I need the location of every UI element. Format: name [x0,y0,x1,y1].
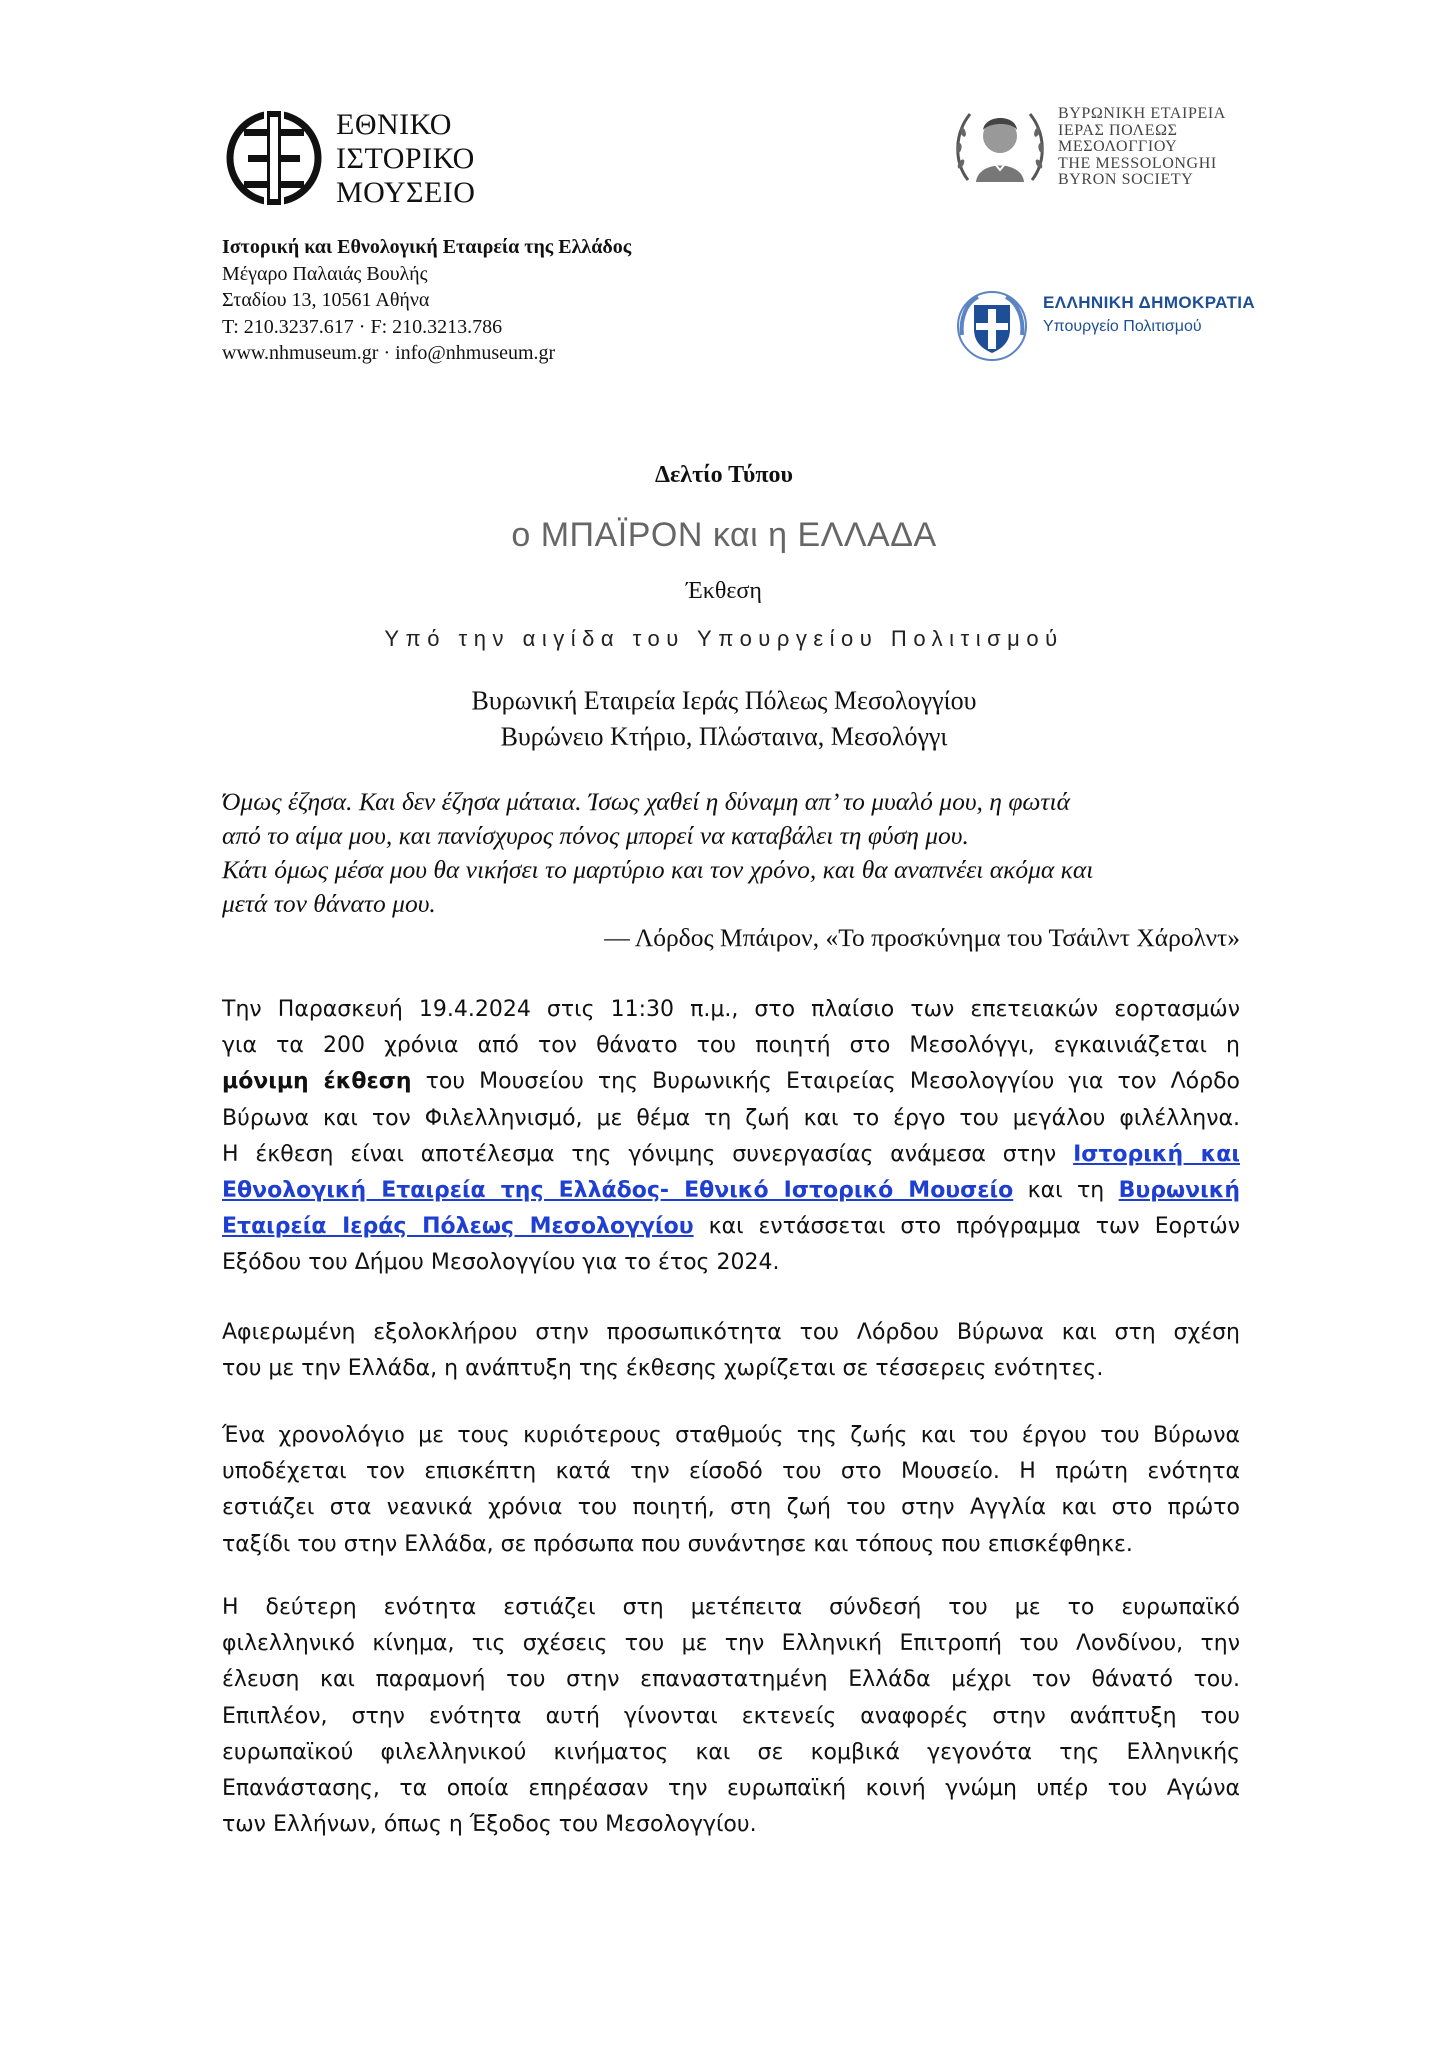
paragraph-line [222,1064,1240,1100]
greek-coat-of-arms-icon [954,289,1030,363]
press-release-heading: Δελτίο Τύπου [655,462,793,488]
republic-label: ΕΛΛΗΝΙΚΗ ΔΗΜΟΚΡΑΤΙΑ [1043,293,1256,312]
paragraph-sections [222,1315,1240,1387]
quote-attribution: ― Λόρδος Μπάιρον, «Το προσκύνημα του Τσάιλντ Χάρολντ» [604,923,1240,952]
byron-society-line: BYRON SOCIETY [1058,171,1194,189]
byron-society-line: ΒΥΡΩΝΙΚΗ ΕΤΑΙΡΕΙΑ [1058,105,1226,122]
paragraph-line [222,1209,1240,1245]
exhibition-title: ο ΜΠΑΪΡΟΝ και η ΕΛΛΑΔΑ [511,516,937,554]
paragraph-text: του Μουσείου της Βυρωνικής Εταιρείας Μεσολογγίου για τον Λόρδο [411,1069,1240,1095]
paragraph-line [222,1137,1240,1173]
quote-line: από το αίμα μου, και πανίσχυρος πόνος μπορεί να καταβάλει τη φύση μου. [222,821,969,850]
quote-line: Κάτι όμως μέσα μου θα νικήσει το μαρτύριο και τον χρόνο, και θα αναπνέει ακόμα και [222,855,1094,884]
museum-name-line: ΙΣΤΟΡΙΚΟ [336,142,475,175]
link-historical-ethnological-society-cont[interactable]: Εθνολογική Εταιρεία της Ελλάδος- Εθνικό Ιστορικό Μουσείο [222,1178,1014,1204]
paragraph-line: εστιάζει στα νεανικά χρόνια του ποιητή, στη ζωή του στην Αγγλία και στο πρώτο [222,1495,1240,1521]
link-byron-society-cont[interactable]: Εταιρεία Ιεράς Πόλεως Μεσολογγίου [222,1214,694,1240]
nhm-logo-icon [222,107,326,209]
paragraph-first-section [222,1418,1240,1563]
ministry-block [1043,293,1255,336]
byron-society-line: THE MESSOLONGHI [1058,154,1217,172]
paragraph-text: και εντάσσεται στο πρόγραμμα των Εορτών [693,1214,1240,1240]
exhibition-type: Έκθεση [686,578,762,604]
paragraph-line: Βύρωνα και τον Φιλελληνισμό, με θέμα τη ζωή και το έργο του μεγάλου φιλέλληνα. [222,1105,1240,1131]
museum-name [336,108,475,210]
auspices-line: Υπό την αιγίδα του Υπουργείου Πολιτισμού [384,626,1064,651]
paragraph-opening [222,992,1240,1282]
paragraph-line: Ένα χρονολόγιο με τους κυριότερους σταθμούς της ζωής και του έργου του Βύρωνα [222,1423,1240,1448]
paragraph-line: έλευση και παραμονή του στην επαναστατημένη Ελλάδα μέχρι τον θάνατό του. [222,1667,1240,1693]
byron-society-line: ΜΕΣΟΛΟΓΓΙΟΥ [1058,138,1178,156]
paragraph-line: Επιπλέον, στην ενότητα αυτή γίνονται εκτενείς αναφορές στην ανάπτυξη του [222,1703,1240,1729]
organizer-line: Βυρωνική Εταιρεία Ιεράς Πόλεως Μεσολογγίου [471,686,977,715]
paragraph-second-section [222,1590,1240,1843]
paragraph-line: Την Παρασκευή 19.4.2024 στις 11:30 π.μ., στο πλαίσιο των επετειακών εορτασμών [222,997,1240,1022]
quote-line: μετά τον θάνατο μου. [222,889,436,918]
address-web: www.nhmuseum.gr · info@nhmuseum.gr [222,342,556,364]
link-byron-society[interactable]: Βυρωνική [1118,1178,1240,1204]
paragraph-line: για τα 200 χρόνια από τον θάνατο του ποιητή στο Μεσολόγγι, εγκαινιάζεται η [222,1033,1240,1059]
museum-name-line: ΜΟΥΣΕΙΟ [336,176,476,209]
paragraph-line: Εξόδου του Δήμου Μεσολογγίου για το έτος 2024. [222,1250,780,1276]
paragraph-line: φιλελληνικό κίνημα, τις σχέσεις του με την Ελληνική Επιτροπή του Λονδίνου, την [222,1631,1240,1657]
paragraph-text: Η έκθεση είναι αποτέλεσμα της γόνιμης συνεργασίας ανάμεσα στην [222,1141,1074,1167]
permanent-exhibition-bold: μόνιμη έκθεση [222,1069,412,1095]
quote-line: Όμως έζησα. Και δεν έζησα μάταια. Ίσως χαθεί η δύναμη απ’ το μυαλό μου, η φωτιά [222,787,1071,816]
paragraph-line: υποδέχεται τον επισκέπτη κατά την είσοδό του στο Μουσείο. Η πρώτη ενότητα [222,1459,1240,1485]
paragraph-line: ευρωπαϊκού φιλελληνικού κινήματος και σε κομβικά γεγονότα της Ελληνικής [222,1739,1240,1765]
byron-society-seal-icon [950,100,1050,190]
address-phones: Τ: 210.3237.617 · F: 210.3213.786 [222,315,503,338]
ministry-label: Υπουργείο Πολιτισμού [1043,318,1202,335]
byron-society-name [1058,106,1226,189]
paragraph-line: ταξίδι του στην Ελλάδα, σε πρόσωπα που συνάντησε και τόπους που επισκέφθηκε. [222,1531,1133,1557]
paragraph-line: Η δεύτερη ενότητα εστιάζει στη μετέπειτα σύνδεσή του με το ευρωπαϊκό [222,1595,1240,1620]
location-line: Βυρώνειο Κτήριο, Πλώσταινα, Μεσολόγγι [500,722,948,751]
address-org: Ιστορική και Εθνολογική Εταιρεία της Ελλάδος [222,236,632,258]
paragraph-line: Επανάστασης, τα οποία επηρέασαν την ευρωπαϊκή κοινή γνώμη υπέρ του Αγώνα [222,1776,1240,1802]
address-building: Μέγαρο Παλαιάς Βουλής [222,262,428,285]
epigraph-quote [222,785,1240,955]
paragraph-line [222,1173,1240,1209]
museum-name-line: ΕΘΝΙΚΟ [336,108,452,141]
address-street: Σταδίου 13, 10561 Αθήνα [222,289,430,311]
paragraph-line: των Ελλήνων, όπως η Έξοδος του Μεσολογγίου. [222,1812,757,1838]
paragraph-line: του με την Ελλάδα, η ανάπτυξη της έκθεσης χωρίζεται σε τέσσερεις ενότητες. [222,1356,1104,1382]
paragraph-text: και τη [1013,1178,1119,1204]
paragraph-line: Αφιερωμένη εξολοκλήρου στην προσωπικότητα του Λόρδου Βύρωνα και στη σχέση [222,1320,1240,1345]
link-historical-ethnological-society[interactable]: Ιστορική και [1073,1141,1240,1167]
byron-society-line: ΙΕΡΑΣ ΠΟΛΕΩΣ [1058,121,1178,139]
address-block [222,234,631,367]
